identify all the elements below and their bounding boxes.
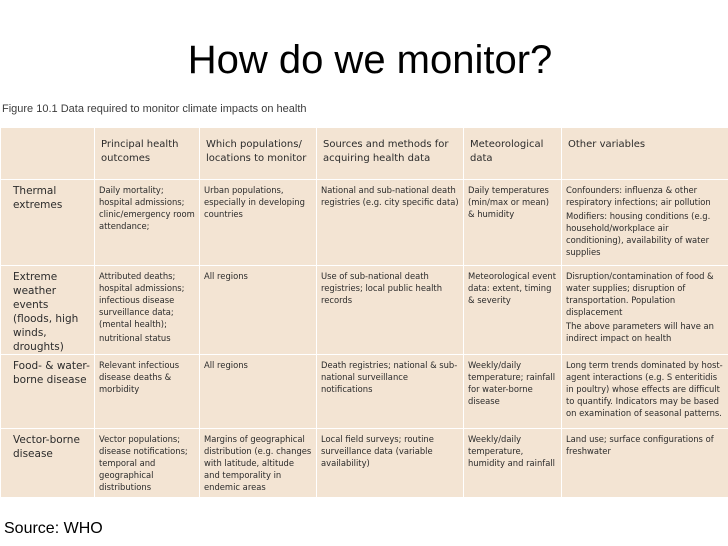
table-row	[1, 429, 728, 498]
table-cell	[562, 355, 728, 429]
cell-text: Long term trends dominated by host-agent interactions (e.g. S enteritidis in poultry) whose effects are difficult to quantify. Indicators may be based on examination of seasonal patterns.	[566, 360, 723, 418]
slide-title: How do we monitor?	[187, 38, 553, 82]
cell-text: Land use; surface configurations of freshwater	[566, 434, 714, 456]
cell-text: Daily mortality; hospital admissions; clinic/emergency room attendance;	[99, 185, 195, 231]
cell-text: Use of sub-national death registries; local public health records	[321, 271, 443, 305]
column-header: Sources and methods for acquiring health data	[317, 128, 464, 180]
table-cell	[317, 266, 464, 355]
table-cell	[95, 355, 200, 429]
cell-text: Vector populations; disease notifications; temporal and geographical distributions	[99, 434, 188, 492]
cell-text: Meteorological event data: extent, timing & severity	[468, 271, 556, 305]
table-cell	[317, 180, 464, 266]
cell-text: nutritional status	[99, 333, 171, 343]
table-cell	[200, 266, 317, 355]
table-cell	[562, 429, 728, 498]
table-cell	[95, 429, 200, 498]
table-cell	[317, 429, 464, 498]
table-cell	[464, 429, 562, 498]
monitoring-data-table	[0, 127, 728, 498]
cell-text: Weekly/daily temperature; rainfall for water-borne disease	[468, 360, 556, 406]
table-row	[1, 355, 728, 429]
row-header: Food- & water-borne disease	[1, 355, 95, 429]
table-cell	[317, 355, 464, 429]
row-header: Extreme weather events (floods, high winds, droughts)	[1, 266, 95, 355]
table-cell	[95, 266, 200, 355]
cell-text: All regions	[204, 360, 248, 370]
table-row	[1, 266, 728, 355]
table-cell	[200, 355, 317, 429]
row-header: Vector-borne disease	[1, 429, 95, 498]
column-header: Other variables	[562, 128, 728, 180]
cell-text: Attributed deaths; hospital admissions; infectious disease surveillance data; (mental health);	[99, 271, 185, 329]
cell-text: Disruption/contamination of food & water supplies; disruption of transportation. Population displacement	[566, 271, 714, 317]
table-cell	[464, 355, 562, 429]
table-cell	[200, 429, 317, 498]
cell-text: Relevant infectious disease deaths & morbidity	[99, 360, 180, 394]
cell-text: Local field surveys; routine surveillance data (variable availability)	[321, 434, 434, 468]
table-cell	[562, 180, 728, 266]
table-row	[1, 180, 728, 266]
cell-text: Modifiers: housing conditions (e.g. household/workplace air conditioning), availability of water supplies	[566, 211, 711, 257]
column-header: Which populations/ locations to monitor	[200, 128, 317, 180]
cell-text: Daily temperatures (min/max or mean) & humidity	[468, 185, 550, 219]
source-credit: Source: WHO	[4, 520, 103, 537]
cell-text: The above parameters will have an indirect impact on health	[566, 321, 714, 343]
cell-text: National and sub-national death registries (e.g. city specific data)	[321, 185, 459, 207]
column-header: Meteorological data	[464, 128, 562, 180]
table-cell	[200, 180, 317, 266]
table-cell	[562, 266, 728, 355]
cell-text: Urban populations, especially in developing countries	[204, 185, 305, 219]
cell-text: Death registries; national & sub-national surveillance notifications	[321, 360, 458, 394]
table-corner-cell	[1, 128, 95, 180]
table-cell	[95, 180, 200, 266]
cell-text: All regions	[204, 271, 248, 281]
table-cell	[464, 266, 562, 355]
table-cell	[464, 180, 562, 266]
cell-text: Margins of geographical distribution (e.g. changes with latitude, altitude and temporality in endemic areas	[204, 434, 312, 492]
figure-caption: Figure 10.1 Data required to monitor climate impacts on health	[2, 103, 307, 115]
cell-text: Confounders: influenza & other respiratory infections; air pollution	[566, 185, 711, 207]
table-header-row	[1, 128, 728, 180]
cell-text: Weekly/daily temperature, humidity and rainfall	[468, 434, 556, 468]
column-header: Principal health outcomes	[95, 128, 200, 180]
row-header: Thermal extremes	[1, 180, 95, 266]
